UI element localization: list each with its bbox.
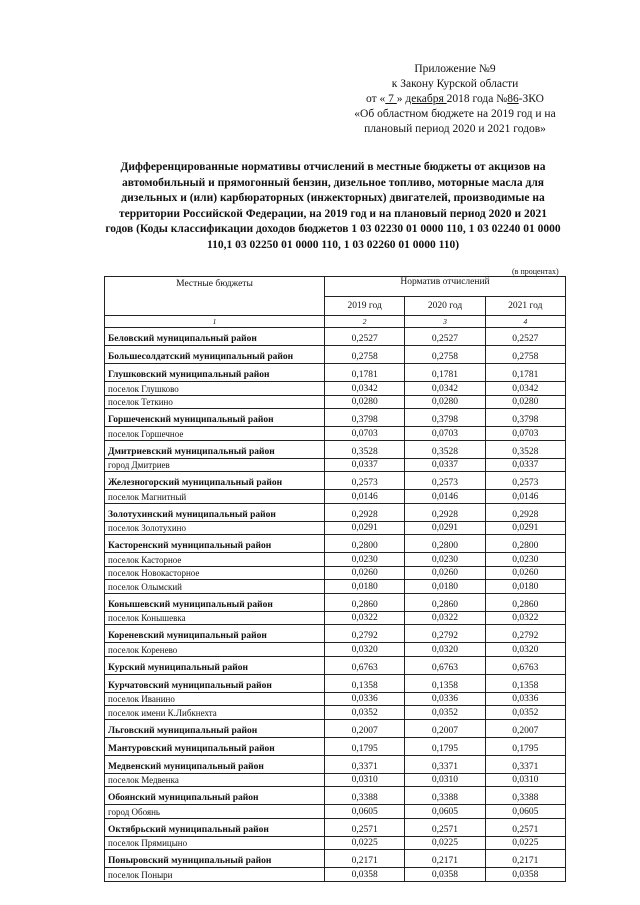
norm-value-2020: 0,0352 [405, 706, 485, 720]
header-year-2020: 2020 год [405, 297, 485, 316]
norm-value-2020: 0,2928 [405, 503, 485, 521]
table-row [105, 643, 566, 657]
settlement-name: город Дмитриев [105, 458, 325, 472]
norm-value-2019: 0,3388 [325, 787, 405, 805]
norm-value-2021: 0,2527 [485, 328, 565, 346]
norm-value-2020: 0,0605 [405, 805, 485, 819]
table-row [105, 818, 566, 836]
norm-value-2020: 0,3371 [405, 755, 485, 773]
district-name: Конышевский муниципальный район [105, 593, 325, 611]
norm-value-2019: 0,0310 [325, 773, 405, 787]
norm-value-2019: 0,2860 [325, 593, 405, 611]
norm-value-2020: 0,3388 [405, 787, 485, 805]
norm-value-2020: 0,0337 [405, 458, 485, 472]
column-number: 3 [405, 316, 485, 328]
district-name: Октябрьский муниципальный район [105, 818, 325, 836]
settlement-name: поселок Глушково [105, 382, 325, 396]
norm-value-2019: 0,2571 [325, 818, 405, 836]
table-row [105, 719, 566, 737]
norm-value-2021: 0,0225 [485, 836, 565, 850]
norm-value-2020: 0,0225 [405, 836, 485, 850]
settlement-name: поселок Конышевка [105, 611, 325, 625]
norm-value-2021: 0,3371 [485, 755, 565, 773]
table-row [105, 656, 566, 674]
norm-value-2019: 0,2007 [325, 719, 405, 737]
table-row [105, 427, 566, 441]
table-row [105, 692, 566, 706]
norm-value-2019: 0,2800 [325, 535, 405, 553]
date-day: 7 [385, 93, 397, 105]
norm-value-2020: 0,6763 [405, 656, 485, 674]
date-year: 2018 года № [446, 93, 508, 105]
norm-value-2019: 0,0337 [325, 458, 405, 472]
norm-value-2020: 0,0310 [405, 773, 485, 787]
district-name: Медвенский муниципальный район [105, 755, 325, 773]
unit-note: (в процентах) [512, 267, 559, 276]
norm-value-2020: 0,0336 [405, 692, 485, 706]
settlement-name: поселок имени К.Либкнехта [105, 706, 325, 720]
norm-value-2019: 0,2928 [325, 503, 405, 521]
norm-value-2021: 0,2860 [485, 593, 565, 611]
norm-value-2020: 0,1781 [405, 364, 485, 382]
norm-value-2020: 0,0260 [405, 566, 485, 580]
table-row [105, 364, 566, 382]
norm-value-2021: 0,0358 [485, 868, 565, 882]
norm-value-2019: 0,0146 [325, 490, 405, 504]
document-title: Дифференцированные нормативы отчислений в местные бюджеты от акцизов на автомобильный и прямогонный бензин, дизельное топливо, моторные масла для дизельных и (или) карбюраторных (инжекторных) двигателей, производимые на территории Российской Федерации, на 2019 год и на плановый период 2020 и 2021 годов (Коды классификации доходов бюджетов 1 03 02230 01 0000 110, 1 03 02240 01 0000 110,1 03 02250 01 0000 110, 1 03 02260 01 0000 110) [105, 161, 561, 251]
date-month: декабря [405, 93, 447, 105]
norm-value-2021: 0,0322 [485, 611, 565, 625]
norm-value-2019: 0,0225 [325, 836, 405, 850]
table-row [105, 773, 566, 787]
table-row [105, 535, 566, 553]
appendix-subject-1: «Об областном бюджете на 2019 год и на [354, 108, 556, 120]
settlement-name: поселок Теткино [105, 395, 325, 409]
district-name: Дмитриевский муниципальный район [105, 440, 325, 458]
norm-value-2019: 0,0358 [325, 868, 405, 882]
norm-value-2019: 0,3528 [325, 440, 405, 458]
norm-value-2020: 0,0180 [405, 580, 485, 594]
norm-value-2019: 0,0280 [325, 395, 405, 409]
norm-value-2021: 0,1358 [485, 674, 565, 692]
norm-value-2019: 0,0320 [325, 643, 405, 657]
norm-value-2019: 0,0605 [325, 805, 405, 819]
district-name: Беловский муниципальный район [105, 328, 325, 346]
norm-value-2020: 0,0358 [405, 868, 485, 882]
header-year-2019: 2019 год [325, 297, 405, 316]
header-year-2021: 2021 год [485, 297, 565, 316]
norm-value-2019: 0,6763 [325, 656, 405, 674]
norm-value-2019: 0,0336 [325, 692, 405, 706]
norm-value-2021: 0,3528 [485, 440, 565, 458]
table-row [105, 850, 566, 868]
table-row [105, 737, 566, 755]
norm-value-2019: 0,0180 [325, 580, 405, 594]
norm-value-2021: 0,0342 [485, 382, 565, 396]
header-budgets: Местные бюджеты [105, 277, 325, 316]
law-suffix: -ЗКО [518, 93, 544, 105]
table-row [105, 674, 566, 692]
norm-value-2021: 0,0605 [485, 805, 565, 819]
table-row [105, 593, 566, 611]
norm-value-2019: 0,1795 [325, 737, 405, 755]
date-quote: » [396, 93, 406, 105]
district-name: Железногорский муниципальный район [105, 472, 325, 490]
norm-value-2019: 0,1781 [325, 364, 405, 382]
table-row [105, 440, 566, 458]
district-name: Кореневский муниципальный район [105, 625, 325, 643]
table-row [105, 805, 566, 819]
table-row [105, 836, 566, 850]
norm-value-2020: 0,2007 [405, 719, 485, 737]
district-name: Поныровский муниципальный район [105, 850, 325, 868]
norm-value-2021: 0,0260 [485, 566, 565, 580]
table-row [105, 395, 566, 409]
appendix-number: Приложение №9 [414, 63, 496, 75]
norm-value-2021: 0,0310 [485, 773, 565, 787]
table-row [105, 328, 566, 346]
norm-value-2021: 0,2171 [485, 850, 565, 868]
norm-value-2019: 0,0260 [325, 566, 405, 580]
settlement-name: поселок Магнитный [105, 490, 325, 504]
table-row [105, 490, 566, 504]
norm-value-2021: 0,0180 [485, 580, 565, 594]
settlement-name: поселок Прямицыно [105, 836, 325, 850]
norm-value-2020: 0,2758 [405, 346, 485, 364]
norm-value-2021: 0,0337 [485, 458, 565, 472]
settlement-name: поселок Новокасторное [105, 566, 325, 580]
norm-value-2021: 0,0320 [485, 643, 565, 657]
column-number-row [105, 316, 566, 328]
norm-value-2021: 0,6763 [485, 656, 565, 674]
norm-value-2019: 0,2527 [325, 328, 405, 346]
norm-value-2020: 0,0320 [405, 643, 485, 657]
settlement-name: поселок Поныри [105, 868, 325, 882]
norm-value-2019: 0,3798 [325, 409, 405, 427]
norm-value-2020: 0,2860 [405, 593, 485, 611]
table-row [105, 521, 566, 535]
norm-value-2021: 0,0146 [485, 490, 565, 504]
table-row [105, 787, 566, 805]
table-row [105, 346, 566, 364]
norm-value-2021: 0,0703 [485, 427, 565, 441]
norm-value-2021: 0,0280 [485, 395, 565, 409]
norm-value-2021: 0,2928 [485, 503, 565, 521]
norm-value-2021: 0,3388 [485, 787, 565, 805]
norm-value-2019: 0,0703 [325, 427, 405, 441]
settlement-name: город Обоянь [105, 805, 325, 819]
norm-value-2021: 0,2007 [485, 719, 565, 737]
norm-value-2019: 0,0230 [325, 553, 405, 567]
settlement-name: поселок Касторное [105, 553, 325, 567]
norm-value-2021: 0,3798 [485, 409, 565, 427]
district-name: Золотухинский муниципальный район [105, 503, 325, 521]
norm-value-2020: 0,2527 [405, 328, 485, 346]
appendix-subject-2: плановый период 2020 и 2021 годов» [364, 123, 546, 135]
norm-value-2021: 0,2571 [485, 818, 565, 836]
norm-value-2019: 0,0322 [325, 611, 405, 625]
district-name: Горшеченский муниципальный район [105, 409, 325, 427]
table-row [105, 553, 566, 567]
norm-value-2019: 0,2792 [325, 625, 405, 643]
norm-value-2019: 0,1358 [325, 674, 405, 692]
norm-value-2019: 0,3371 [325, 755, 405, 773]
norm-value-2020: 0,0280 [405, 395, 485, 409]
norm-value-2020: 0,3528 [405, 440, 485, 458]
norm-value-2019: 0,0342 [325, 382, 405, 396]
header-norm: Норматив отчислений [325, 277, 566, 297]
district-name: Курчатовский муниципальный район [105, 674, 325, 692]
district-name: Льговский муниципальный район [105, 719, 325, 737]
norm-value-2021: 0,2573 [485, 472, 565, 490]
norm-value-2020: 0,1795 [405, 737, 485, 755]
norm-value-2020: 0,2573 [405, 472, 485, 490]
norm-value-2021: 0,0336 [485, 692, 565, 706]
norm-value-2020: 0,0703 [405, 427, 485, 441]
norm-value-2021: 0,1781 [485, 364, 565, 382]
settlement-name: поселок Коренево [105, 643, 325, 657]
district-name: Касторенский муниципальный район [105, 535, 325, 553]
norm-value-2021: 0,1795 [485, 737, 565, 755]
appendix-law: к Закону Курской области [391, 78, 519, 90]
date-prefix: от « [366, 93, 386, 105]
settlement-name: поселок Иванино [105, 692, 325, 706]
norm-value-2020: 0,3798 [405, 409, 485, 427]
norm-value-2021: 0,2800 [485, 535, 565, 553]
norm-value-2020: 0,0322 [405, 611, 485, 625]
district-name: Курский муниципальный район [105, 656, 325, 674]
district-name: Большесолдатский муниципальный район [105, 346, 325, 364]
norm-value-2019: 0,0352 [325, 706, 405, 720]
settlement-name: поселок Горшечное [105, 427, 325, 441]
column-number: 4 [485, 316, 565, 328]
settlement-name: поселок Медвенка [105, 773, 325, 787]
norm-value-2020: 0,0230 [405, 553, 485, 567]
table-row [105, 755, 566, 773]
norm-value-2020: 0,2571 [405, 818, 485, 836]
norm-value-2021: 0,0291 [485, 521, 565, 535]
norm-value-2021: 0,2792 [485, 625, 565, 643]
table-row [105, 382, 566, 396]
norm-value-2019: 0,0291 [325, 521, 405, 535]
district-name: Глушковский муниципальный район [105, 364, 325, 382]
table-row [105, 706, 566, 720]
table-row [105, 503, 566, 521]
district-name: Обоянский муниципальный район [105, 787, 325, 805]
norm-value-2019: 0,2573 [325, 472, 405, 490]
table-row [105, 472, 566, 490]
norm-value-2020: 0,1358 [405, 674, 485, 692]
table-row [105, 868, 566, 882]
norm-value-2021: 0,0352 [485, 706, 565, 720]
table-row [105, 409, 566, 427]
settlement-name: поселок Золотухино [105, 521, 325, 535]
table-row [105, 566, 566, 580]
norm-value-2021: 0,0230 [485, 553, 565, 567]
norm-value-2020: 0,0291 [405, 521, 485, 535]
table-row [105, 625, 566, 643]
table-row [105, 611, 566, 625]
table-row [105, 580, 566, 594]
norm-value-2020: 0,2171 [405, 850, 485, 868]
norm-value-2021: 0,2758 [485, 346, 565, 364]
settlement-name: поселок Олымский [105, 580, 325, 594]
norm-value-2020: 0,2792 [405, 625, 485, 643]
district-name: Мантуровский муниципальный район [105, 737, 325, 755]
norm-value-2019: 0,2171 [325, 850, 405, 868]
appendix-date [330, 92, 580, 107]
norm-value-2020: 0,0342 [405, 382, 485, 396]
column-number: 1 [105, 316, 325, 328]
norm-value-2020: 0,0146 [405, 490, 485, 504]
appendix-header [330, 62, 580, 137]
table-row [105, 458, 566, 472]
norm-value-2020: 0,2800 [405, 535, 485, 553]
norm-value-2019: 0,2758 [325, 346, 405, 364]
law-number: 86 [507, 93, 519, 105]
norms-table [104, 276, 566, 882]
column-number: 2 [325, 316, 405, 328]
header-row [105, 277, 566, 297]
